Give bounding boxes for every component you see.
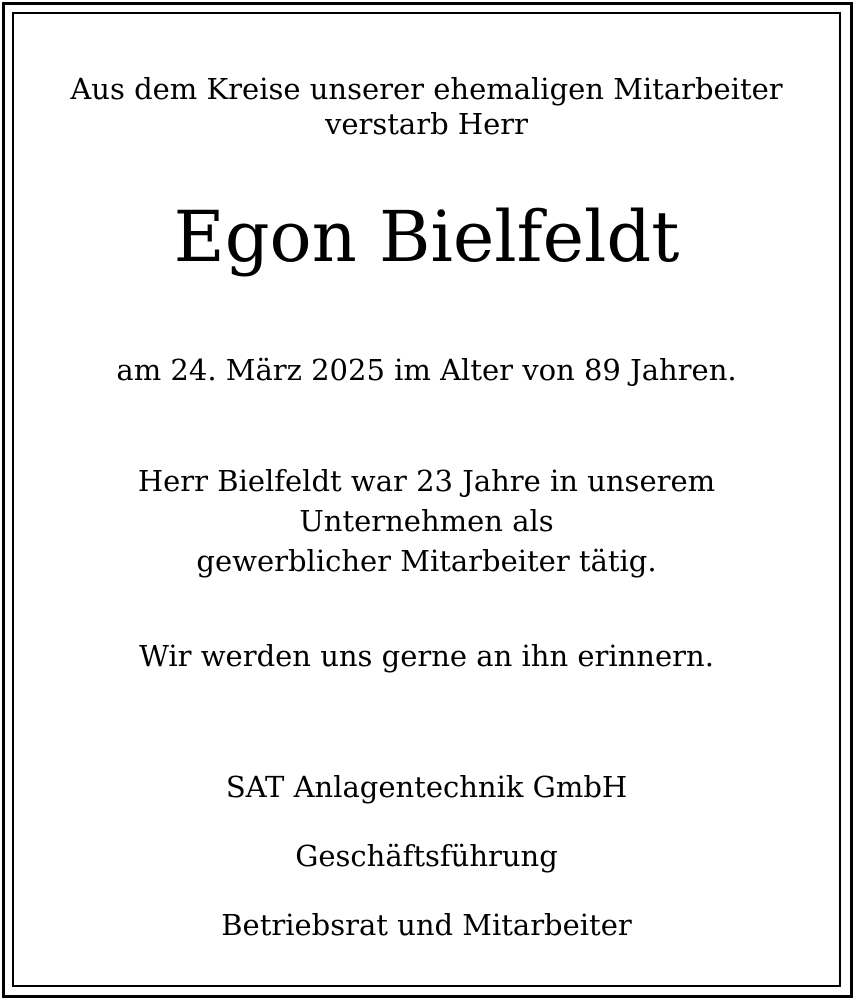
intro-line: verstarb Herr — [324, 107, 529, 141]
council-signature: Betriebsrat und Mitarbeiter — [221, 908, 632, 942]
management-signature: Geschäftsführung — [295, 839, 558, 873]
tenure-line: gewerblicher Mitarbeiter tätig. — [196, 544, 657, 578]
company-name: SAT Anlagentechnik GmbH — [225, 770, 628, 804]
death-date-line: am 24. März 2025 im Alter von 89 Jahren. — [116, 353, 737, 387]
deceased-name: Egon Bielfeldt — [173, 196, 680, 278]
remembrance-text: Wir werden uns gerne an ihn erinnern. — [139, 639, 714, 673]
intro-line: Aus dem Kreise unserer ehemaligen Mitarbeiter — [70, 72, 783, 106]
intro-text — [14, 72, 839, 142]
tenure-line: Unternehmen als — [299, 504, 554, 538]
tenure-text — [14, 461, 839, 581]
tenure-line: Herr Bielfeldt war 23 Jahre in unserem — [137, 464, 716, 498]
